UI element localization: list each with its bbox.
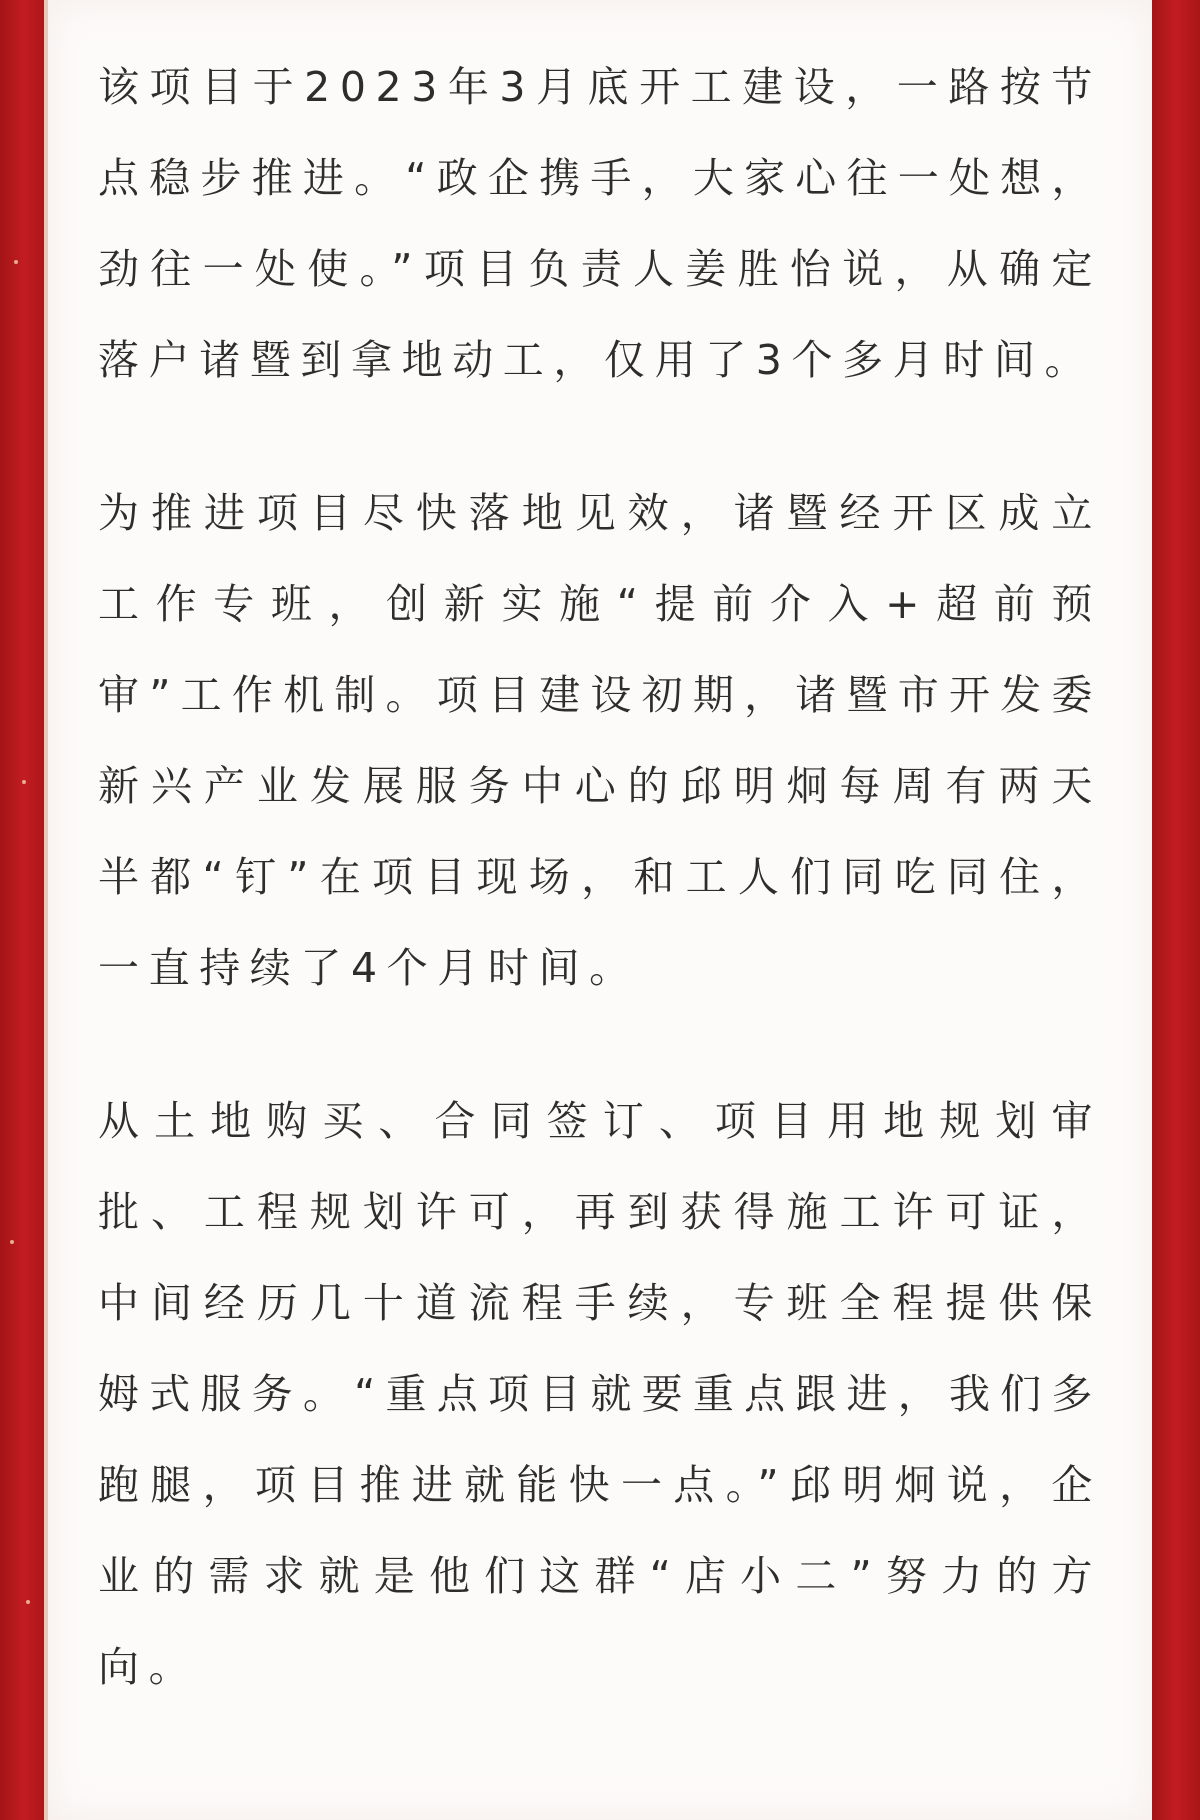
border-sparkle-dot [1176,420,1180,424]
article-body [98,42,1102,1775]
article-paper [48,0,1152,1820]
border-sparkle-dot [14,260,18,264]
border-sparkle-dot [26,1600,30,1604]
border-sparkle-dot [22,780,26,784]
article-paragraph: 为推进项目尽快落地见效，诸暨经开区成立工作专班，创新实施“提前介入+超前预审”工作机制。项目建设初期，诸暨市开发委新兴产业发展服务中心的邱明炯每周有两天半都“钉”在项目现场，和工人们同吃同住，一直持续了4个月时间。 [98,489,1102,992]
article-paragraph: 该项目于2023年3月底开工建设，一路按节点稳步推进。“政企携手，大家心往一处想，劲往一处使。”项目负责人姜胜怡说，从确定落户诸暨到拿地动工，仅用了3个多月时间。 [98,63,1102,384]
border-sparkle-dot [1182,1460,1186,1464]
right-border-line [1152,0,1156,1820]
border-sparkle-dot [1168,1010,1172,1014]
border-sparkle-dot [10,1240,14,1244]
article-paragraph: 从土地购买、合同签订、项目用地规划审批、工程规划许可，再到获得施工许可证，中间经历几十道流程手续，专班全程提供保姆式服务。“重点项目就要重点跟进，我们多跑腿，项目推进就能快一点。”邱明炯说，企业的需求就是他们这群“店小二”努力的方向。 [98,1097,1102,1691]
